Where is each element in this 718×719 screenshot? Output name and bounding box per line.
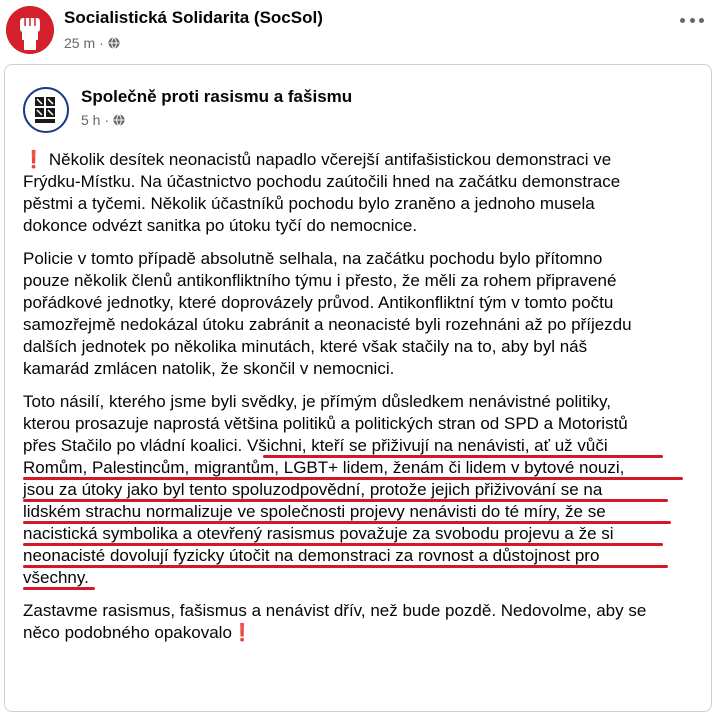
globe-icon <box>108 37 120 49</box>
page-name[interactable]: Socialistická Solidarita (SocSol) <box>64 8 323 27</box>
post-body <box>23 149 695 655</box>
red-underline <box>23 565 668 568</box>
exclamation-icon: ❗ <box>23 150 45 169</box>
shared-post-card[interactable] <box>4 64 712 712</box>
post-time[interactable]: 25 m <box>64 35 96 51</box>
shared-page-name[interactable]: Společně proti rasismu a fašismu <box>81 87 353 106</box>
page-avatar[interactable] <box>6 6 54 54</box>
red-underline <box>263 455 663 458</box>
red-underline <box>23 587 95 590</box>
paragraph-4: Zastavme rasismus, fašismus a nenávist dřív, než bude pozdě. Nedovolme, aby se něco podobného opakovalo❗ <box>23 601 647 642</box>
raised-fist-icon <box>6 6 54 54</box>
paragraph-2: Policie v tomto případě absolutně selhala, na začátku pochodu bylo přítomno pouze několik členů antikonfliktního týmu i přesto, že měli za rohem připravené pořádkové jednotky, které doprovázely průvod. Antikonfliktní tým v tomto počtu samozřejmě nedokázal útoku zabránit a neonacisté byli rozehnáni až po příjezdu dalších jednotek po několika minutách, které však stačily na to, aby byl náš kamarád zmlácen natolik, že skončil v nemocnici. <box>23 249 632 378</box>
shared-post-meta: 5 h · <box>81 112 125 128</box>
paragraph-1: ❗ Několik desítek neonacistů napadlo včerejší antifašistickou demonstraci ve Frýdku-Místku. Na účastnictvo pochodu zaútočili hned na začátku demonstrace pěstmi a tyčemi. Několik účastníků pochodu bylo zraněno a jednoho musela dokonce odvézt sanitka po útoku tyčí do nemocnice. <box>23 150 621 235</box>
more-options-icon[interactable] <box>680 10 704 30</box>
shared-page-avatar[interactable] <box>23 87 69 133</box>
red-underline <box>23 543 663 546</box>
globe-icon <box>113 114 125 126</box>
red-underline <box>23 521 671 524</box>
post-meta: 25 m · <box>64 35 120 51</box>
paragraph-3: Toto násilí, kterého jsme byli svědky, je přímým důsledkem nenávistné politiky, kterou prosazuje naprostá většina politiků a politických stran od SPD a Motoristů přes Stačilo po vládní koalici. Všichni, kteří se přiživují na nenávisti, ať už vůči Romům, Palestincům, migrantům, LGBT+ lidem, ženám či lidem v bytové nouzi, jsou za útoky jako byl tento spoluzodpovědní, protože jejich přiživování se na lidském strachu normalizuje ve společnosti projevy nenávisti do té míry, že se nacistická symbolika a otevřený rasismus považuje za svobodu projevu a že si neonacisté dovolují fyzicky útočit na demonstraci za rovnost a důstojnost pro všechny. <box>23 391 695 589</box>
spolecne-logo-icon <box>25 89 67 131</box>
red-underline <box>23 499 668 502</box>
exclamation-icon: ❗ <box>231 623 254 642</box>
shared-post-time[interactable]: 5 h <box>81 112 101 128</box>
red-underline <box>23 477 683 480</box>
